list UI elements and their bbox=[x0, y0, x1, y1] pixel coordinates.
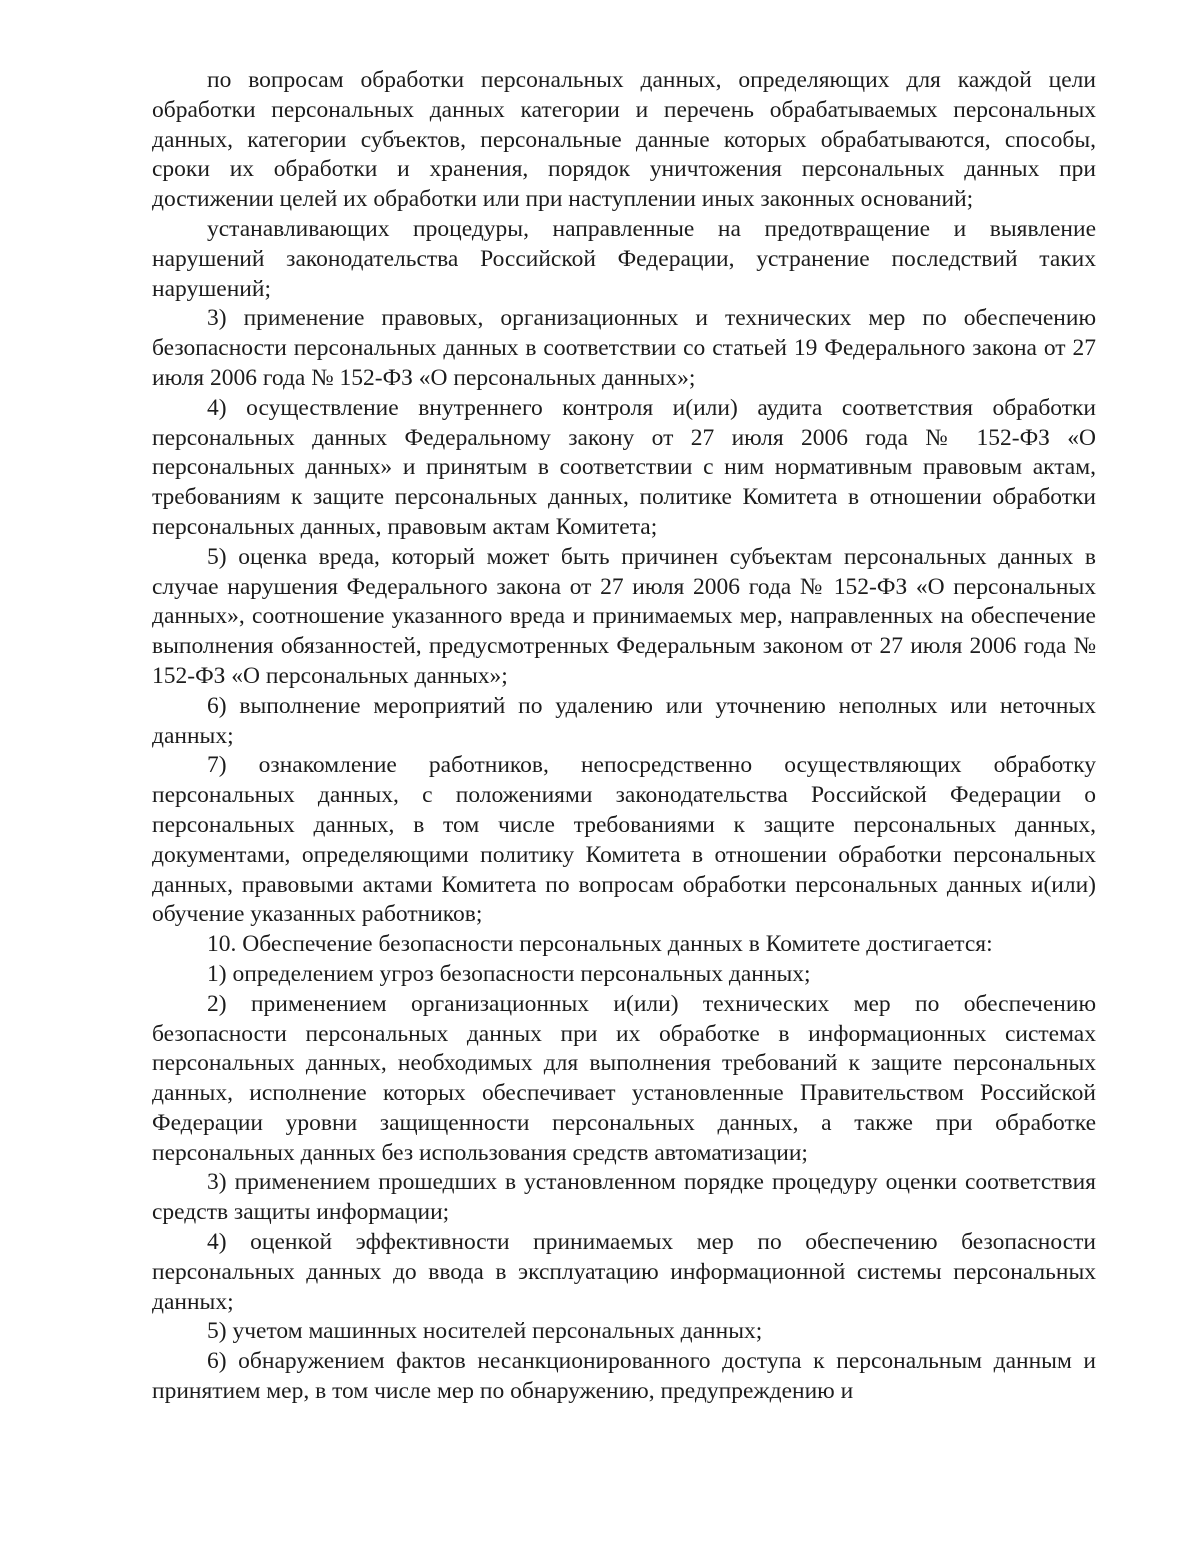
paragraph-section-10-item-4: 4) оценкой эффективности принимаемых мер по обеспечению безопасности персональных данных до ввода в эксплуатацию информационной системы персональных данных; bbox=[152, 1229, 1096, 1315]
paragraph-item-3-measures: 3) применение правовых, организационных и технических мер по обеспечению безопасности персональных данных в соответствии со статьей 19 Федерального закона от 27 июля 2006 года № 152-ФЗ «О персональных данных»; bbox=[152, 305, 1096, 391]
paragraph-violation-procedures: устанавливающих процедуры, направленные на предотвращение и выявление нарушений законодательства Российской Федерации, устранение последствий таких нарушений; bbox=[152, 215, 1096, 302]
paragraph-section-10-item-6: 6) обнаружением фактов несанкционированного доступа к персональным данным и принятием мер, в том числе мер по обнаружению, предупреждению и bbox=[152, 1348, 1096, 1405]
paragraph-section-10-item-1: 1) определением угроз безопасности персональных данных; bbox=[207, 960, 811, 987]
paragraph-item-5-harm-assessment: 5) оценка вреда, который может быть причинен субъектам персональных данных в случае нарушения Федерального закона от 27 июля 2006 года № 152-ФЗ «О персональных данных», соотношение указанного вреда и принимаемых мер, направленных на обеспечение выполнения обязанностей, предусмотренных Федеральным законом от 27 июля 2006 года № 152-ФЗ «О персональных данных»; bbox=[152, 543, 1096, 689]
paragraph-item-4-internal-control: 4) осуществление внутреннего контроля и(или) аудита соответствия обработки персональных данных Федеральному закону от 27 июля 2006 года № 152-ФЗ «О персональных данных» и принятым в соответствии с ним нормативным правовым актам, требованиям к защите персональных данных, политике Комитета в отношении обработки персональных данных, правовым актам Комитета; bbox=[152, 394, 1096, 540]
paragraph-item-7-staff-training: 7) ознакомление работников, непосредственно осуществляющих обработку персональных данных, с положениями законодательства Российской Федерации о персональных данных, в том числе требованиями к защите персональных данных, документами, определяющими политику Комитета в отношении обработки персональных данных, правовыми актами Комитета по вопросам обработки персональных данных и(или) обучение указанных работников; bbox=[152, 752, 1096, 928]
paragraph-section-10-item-5: 5) учетом машинных носителей персональных данных; bbox=[207, 1318, 763, 1345]
paragraph-section-10-item-2: 2) применением организационных и(или) технических мер по обеспечению безопасности персональных данных при их обработке в информационных системах персональных данных, необходимых для выполнения требований к защите персональных данных, исполнение которых обеспечивает установленные Правительством Российской Федерации уровни защищенности персональных данных, а также при обработке персональных данных без использования средств автоматизации; bbox=[152, 990, 1096, 1166]
paragraph-item-6-data-correction: 6) выполнение мероприятий по удалению или уточнению неполных или неточных данных; bbox=[152, 692, 1096, 749]
paragraph-processing-rules: по вопросам обработки персональных данных, определяющих для каждой цели обработки персональных данных категории и перечень обрабатываемых персональных данных, категории субъектов, персональные данные которых обрабатываются, способы, сроки их обработки и хранения, порядок уничтожения персональных данных при достижении целей их обработки или при наступлении иных законных оснований; bbox=[152, 67, 1096, 213]
paragraph-section-10-heading: 10. Обеспечение безопасности персональных данных в Комитете достигается: bbox=[207, 931, 993, 958]
document-body bbox=[152, 66, 1096, 1407]
paragraph-section-10-item-3: 3) применением прошедших в установленном порядке процедуру оценки соответствия средств защиты информации; bbox=[152, 1169, 1096, 1226]
